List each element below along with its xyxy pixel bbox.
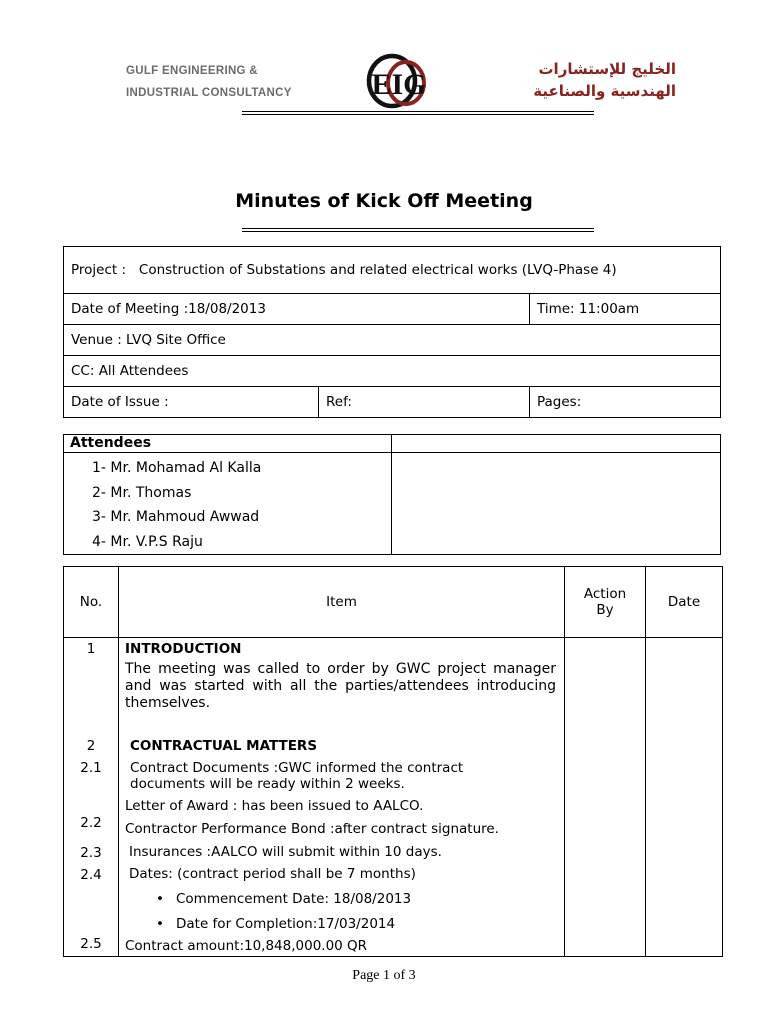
header-divider	[242, 111, 594, 112]
by-label: By	[596, 602, 614, 618]
venue: Venue : LVQ Site Office	[64, 325, 721, 356]
col-header-no: No.	[64, 567, 119, 638]
meeting-info-table	[63, 246, 721, 418]
company-logo	[362, 52, 436, 110]
introduction-text: The meeting was called to order by GWC project manager and was started with all the parties/attendees introducing themselves.	[125, 661, 556, 711]
date-column	[646, 638, 723, 957]
contract-amount: Contract amount:10,848,000.00 QR	[125, 938, 368, 954]
item-number: 2.1	[80, 760, 102, 776]
attendee-item: 4- Mr. V.P.S Raju	[92, 533, 203, 550]
item-number: 2	[86, 738, 96, 754]
commencement-date: • Commencement Date: 18/08/2013	[176, 891, 411, 907]
contract-documents: Contract Documents :GWC informed the contract documents will be ready within 2 weeks.	[130, 760, 464, 792]
page-number: Page 1 of 3	[352, 968, 416, 983]
action-by-column	[565, 638, 646, 957]
insurances: Insurances :AALCO will submit within 10 days.	[129, 844, 442, 860]
meeting-time: Time: 11:00am	[530, 294, 721, 325]
item-number: 2.2	[80, 815, 102, 831]
company-name-en-line1: GULF ENGINEERING &	[126, 65, 258, 77]
project-label: Project :	[71, 262, 127, 278]
date-of-issue: Date of Issue :	[64, 387, 319, 418]
agenda-items-table	[63, 566, 723, 957]
completion-date: • Date for Completion:17/03/2014	[176, 916, 395, 932]
title-underline	[242, 228, 594, 229]
company-name-ar-line2: الهندسية والصناعية	[533, 82, 676, 100]
project-cell	[64, 247, 721, 294]
attendee-item: 1- Mr. Mohamad Al Kalla	[92, 460, 262, 476]
company-name-en-line2: INDUSTRIAL CONSULTANCY	[126, 87, 292, 99]
performance-bond: Contractor Performance Bond :after contract signature.	[125, 821, 499, 837]
logo-monogram: EIG	[371, 68, 427, 101]
item-number: 2.3	[80, 845, 102, 861]
header-divider-2	[242, 114, 594, 115]
item-number: 2.5	[80, 936, 102, 952]
introduction-heading: INTRODUCTION	[125, 641, 242, 657]
pages: Pages:	[530, 387, 721, 418]
col-header-item: Item	[119, 567, 565, 638]
item-number: 2.4	[80, 867, 102, 883]
attendees-table	[63, 434, 721, 555]
company-name-arabic	[488, 58, 676, 102]
numbers-column	[64, 638, 119, 957]
attendees-right-cell	[392, 435, 721, 555]
contractual-heading: CONTRACTUAL MATTERS	[130, 738, 318, 754]
item-number: 1	[86, 641, 96, 657]
title-underline-2	[242, 231, 594, 232]
project-value: Construction of Substations and related electrical works (LVQ-Phase 4)	[138, 262, 617, 278]
attendee-item: 3- Mr. Mahmoud Awwad	[92, 509, 260, 525]
attendees-cell	[64, 435, 392, 555]
company-name-english	[126, 60, 292, 104]
items-column	[119, 638, 565, 957]
attendees-heading: Attendees	[70, 435, 152, 451]
col-header-date: Date	[646, 567, 723, 638]
date-of-meeting: Date of Meeting :18/08/2013	[64, 294, 530, 325]
ref: Ref:	[319, 387, 530, 418]
letter-of-award: Letter of Award : has been issued to AALCO.	[125, 798, 424, 814]
dates: Dates: (contract period shall be 7 months)	[129, 866, 416, 882]
action-label: Action	[583, 586, 627, 602]
company-name-ar-line1: الخليج للإستشارات	[538, 60, 676, 78]
attendee-item: 2- Mr. Thomas	[92, 484, 192, 501]
page-title: Minutes of Kick Off Meeting	[235, 190, 533, 212]
col-header-action-by	[565, 567, 646, 638]
cc: CC: All Attendees	[64, 356, 721, 387]
